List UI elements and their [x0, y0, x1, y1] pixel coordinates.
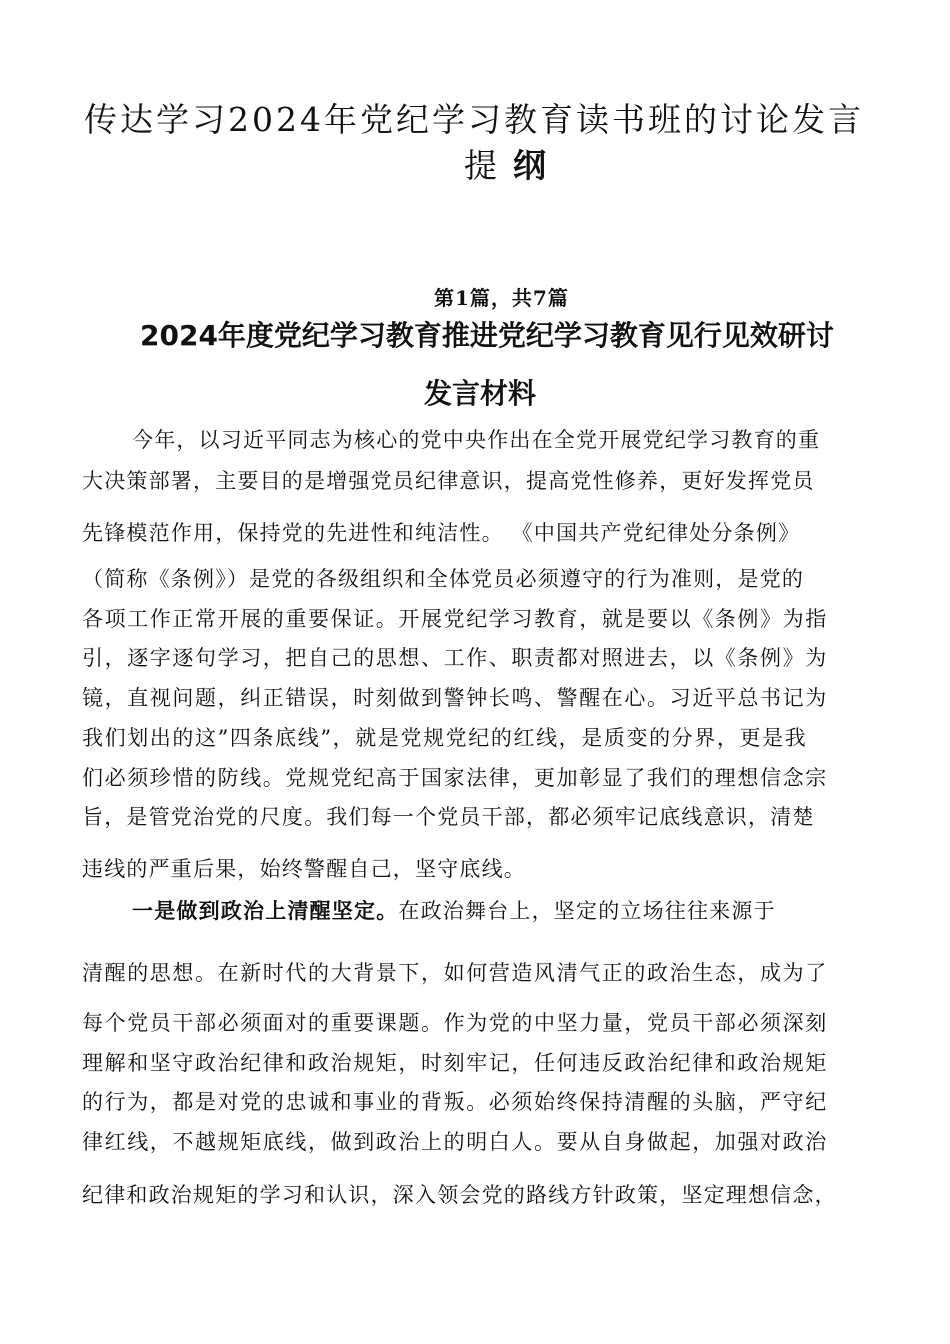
paragraph-line: 今年，以习近平同志为核心的党中央作出在全党开展党纪学习教育的重 — [132, 428, 821, 452]
paragraph-line: 违线的严重后果，始终警醒自己，坚守底线。 — [82, 857, 526, 881]
paragraph-first-line — [132, 896, 932, 926]
paragraph-line: 各项工作正常开展的重要保证。开展党纪学习教育，就是要以《条例》为指 — [82, 607, 828, 631]
article-counter: 第1篇，共7篇 — [434, 286, 569, 310]
article-title: 2024年度党纪学习教育推进党纪学习教育见行见效研讨 — [140, 319, 834, 352]
paragraph-line: 旨，是管党治党的尺度。我们每一个党员干部，都必须牢记底线意识，清楚 — [82, 805, 815, 829]
main-title-char-gang: 纲 — [513, 146, 546, 185]
paragraph-line: 理解和坚守政治纪律和政治规矩，时刻牢记，任何违反政治纪律和政治规矩 — [82, 1051, 828, 1075]
paragraph-line: （简称《条例》）是党的各级组织和全体党员必须遵守的行为准则，是党的 — [82, 567, 805, 591]
paragraph-line: 的行为，都是对党的忠诚和事业的背叛。必须始终保持清醒的头脑，严守纪 — [82, 1090, 828, 1114]
paragraph-line: 们必须珍惜的防线。党规党纪高于国家法律，更加彰显了我们的理想信念宗 — [82, 766, 828, 790]
paragraph-lead: 一是做到政治上清醒坚定。 — [132, 899, 399, 923]
paragraph-line: 每个党员干部必须面对的重要课题。作为党的中坚力量，党员干部必须深刻 — [82, 1011, 828, 1035]
paragraph-line: 我们划出的这”四条底线”，就是党规党纪的红线，是质变的分界，更是我 — [82, 726, 808, 750]
paragraph-line: 大决策部署，主要目的是增强党员纪律意识，提高党性修养，更好发挥党员 — [82, 469, 815, 493]
paragraph-line: 纪律和政治规矩的学习和认识，深入领会党的路线方针政策，坚定理想信念， — [82, 1183, 837, 1207]
main-title-char-ti: 提 — [464, 146, 497, 185]
paragraph-line: 镜，直视问题，纠正错误，时刻做到警钟长鸣、警醒在心。习近平总书记为 — [82, 686, 828, 710]
paragraph-line: 清醒的思想。在新时代的大背景下，如何营造风清气正的政治生态，成为了 — [82, 961, 828, 985]
paragraph-line: 律红线，不越规矩底线，做到政治上的明白人。要从自身做起，加强对政治 — [82, 1130, 828, 1154]
paragraph-line: 先锋模范作用，保持党的先进性和纯洁性。 《中国共产党纪律处分条例》 — [82, 521, 801, 545]
article-title-line2: 发言材料 — [424, 377, 537, 410]
paragraph-text: 在政治舞台上，坚定的立场往往来源于 — [398, 899, 776, 923]
document-main-title: 传达学习2024年党纪学习教育读书班的讨论发言 — [84, 100, 864, 139]
document-main-title-line2 — [464, 144, 546, 188]
paragraph-line: 引，逐字逐句学习，把自己的思想、工作、职责都对照进去，以《条例》为 — [82, 646, 828, 670]
